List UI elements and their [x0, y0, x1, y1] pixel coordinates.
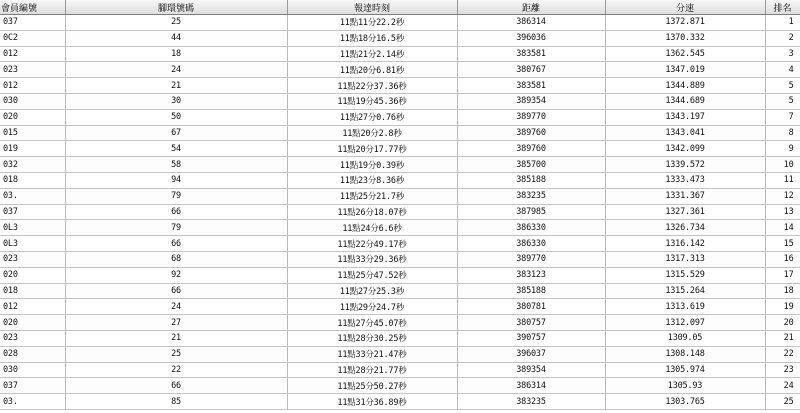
arrival-time-cell: 11點33分21.47秒	[287, 346, 457, 362]
speed-cell: 1317.313	[605, 251, 765, 267]
rank-cell: 5	[765, 93, 800, 109]
distance-cell: 389354	[457, 93, 605, 109]
member-id-cell: 020	[0, 315, 65, 331]
distance-cell: 385188	[457, 283, 605, 299]
distance-cell: 386330	[457, 236, 605, 252]
ring-number-cell: 54	[65, 141, 287, 157]
arrival-time-cell: 11點24分6.6秒	[287, 220, 457, 236]
rank-cell: 1	[765, 15, 800, 31]
rank-cell: 19	[765, 299, 800, 315]
member-id-cell: 03.	[0, 394, 65, 410]
rank-cell: 5	[765, 78, 800, 94]
ring-number-cell: 66	[65, 204, 287, 220]
ring-number-cell: 58	[65, 157, 287, 173]
table-row[interactable]	[0, 78, 800, 94]
speed-cell: 1347.019	[605, 62, 765, 78]
speed-cell: 1303.765	[605, 394, 765, 410]
rank-cell: 22	[765, 346, 800, 362]
member-id-cell: 015	[0, 125, 65, 141]
rank-cell: 20	[765, 315, 800, 331]
ring-number-cell: 50	[65, 109, 287, 125]
arrival-time-cell: 11點19分45.36秒	[287, 93, 457, 109]
table-row[interactable]	[0, 62, 800, 78]
member-id-cell: 012	[0, 78, 65, 94]
table-row[interactable]	[0, 362, 800, 378]
rank-cell: 21	[765, 330, 800, 346]
arrival-time-cell: 11點19分0.39秒	[287, 157, 457, 173]
speed-cell: 1344.889	[605, 78, 765, 94]
arrival-time-cell: 11點27分0.76秒	[287, 109, 457, 125]
arrival-time-cell: 11點26分18.07秒	[287, 204, 457, 220]
arrival-time-cell: 11點29分24.7秒	[287, 299, 457, 315]
distance-cell: 389770	[457, 251, 605, 267]
member-id-cell: 020	[0, 109, 65, 125]
distance-cell: 380767	[457, 62, 605, 78]
ring-number-cell: 22	[65, 362, 287, 378]
member-id-cell: 019	[0, 141, 65, 157]
ring-number-cell: 21	[65, 330, 287, 346]
table-row[interactable]	[0, 15, 800, 31]
member-id-cell: 037	[0, 378, 65, 394]
table-row[interactable]	[0, 283, 800, 299]
arrival-time-cell: 11點25分50.27秒	[287, 378, 457, 394]
speed-cell: 1312.097	[605, 315, 765, 331]
rank-cell: 18	[765, 283, 800, 299]
speed-cell: 1331.367	[605, 188, 765, 204]
arrival-time-cell: 11點33分29.36秒	[287, 251, 457, 267]
arrival-time-cell: 11點22分37.36秒	[287, 78, 457, 94]
table-row[interactable]	[0, 236, 800, 252]
member-id-cell: 030	[0, 93, 65, 109]
rank-cell: 25	[765, 394, 800, 410]
table-row[interactable]	[0, 330, 800, 346]
member-id-cell: 023	[0, 330, 65, 346]
arrival-time-cell: 11點18分16.5秒	[287, 30, 457, 46]
ring-number-cell: 25	[65, 15, 287, 31]
arrival-time-cell: 11點28分21.77秒	[287, 362, 457, 378]
table-row[interactable]	[0, 46, 800, 62]
ring-number-cell: 66	[65, 236, 287, 252]
rank-cell: 12	[765, 188, 800, 204]
distance-cell: 386314	[457, 378, 605, 394]
speed-cell: 1305.974	[605, 362, 765, 378]
speed-cell: 1372.871	[605, 15, 765, 31]
table-row[interactable]	[0, 251, 800, 267]
member-id-cell: 0L3	[0, 236, 65, 252]
speed-cell: 1342.099	[605, 141, 765, 157]
ring-number-cell: 79	[65, 220, 287, 236]
table-row[interactable]	[0, 267, 800, 283]
distance-cell: 383581	[457, 46, 605, 62]
table-row[interactable]	[0, 378, 800, 394]
column-header-arrival-time[interactable]: 報達時刻	[287, 0, 457, 15]
member-id-cell: 020	[0, 267, 65, 283]
ring-number-cell: 92	[65, 267, 287, 283]
ring-number-cell: 18	[65, 46, 287, 62]
distance-cell: 380757	[457, 315, 605, 331]
distance-cell: 380781	[457, 299, 605, 315]
distance-cell: 385188	[457, 172, 605, 188]
rank-cell: 17	[765, 267, 800, 283]
distance-cell: 383581	[457, 78, 605, 94]
rank-cell: 2	[765, 30, 800, 46]
table-row[interactable]	[0, 109, 800, 125]
table-row[interactable]	[0, 346, 800, 362]
speed-cell: 1344.689	[605, 93, 765, 109]
rank-cell: 14	[765, 220, 800, 236]
distance-cell: 389760	[457, 125, 605, 141]
speed-cell: 1309.05	[605, 330, 765, 346]
arrival-time-cell: 11點22分49.17秒	[287, 236, 457, 252]
arrival-time-cell: 11點28分30.25秒	[287, 330, 457, 346]
arrival-time-cell: 11點23分8.36秒	[287, 172, 457, 188]
member-id-cell: 023	[0, 62, 65, 78]
arrival-time-cell: 11點27分45.07秒	[287, 315, 457, 331]
speed-cell: 1333.473	[605, 172, 765, 188]
arrival-time-cell: 11點25分21.7秒	[287, 188, 457, 204]
distance-cell: 385700	[457, 157, 605, 173]
ring-number-cell: 67	[65, 125, 287, 141]
rank-cell: 16	[765, 251, 800, 267]
speed-cell: 1362.545	[605, 46, 765, 62]
speed-cell: 1370.332	[605, 30, 765, 46]
rank-cell: 24	[765, 378, 800, 394]
member-id-cell: 0L3	[0, 220, 65, 236]
arrival-time-cell: 11點20分6.81秒	[287, 62, 457, 78]
distance-cell: 396036	[457, 30, 605, 46]
speed-cell: 1343.041	[605, 125, 765, 141]
member-id-cell: 012	[0, 46, 65, 62]
speed-cell: 1315.529	[605, 267, 765, 283]
ring-number-cell: 85	[65, 394, 287, 410]
member-id-cell: 032	[0, 157, 65, 173]
rank-cell: 9	[765, 141, 800, 157]
speed-cell: 1316.142	[605, 236, 765, 252]
column-header-rank[interactable]: 排名	[765, 0, 800, 15]
distance-cell: 383235	[457, 394, 605, 410]
member-id-cell: 018	[0, 172, 65, 188]
member-id-cell: 012	[0, 299, 65, 315]
ring-number-cell: 94	[65, 172, 287, 188]
column-header-distance[interactable]: 距離	[457, 0, 605, 15]
rank-cell: 8	[765, 125, 800, 141]
table-row[interactable]	[0, 220, 800, 236]
ring-number-cell: 66	[65, 283, 287, 299]
speed-cell: 1343.197	[605, 109, 765, 125]
ring-number-cell: 27	[65, 315, 287, 331]
table-row[interactable]	[0, 172, 800, 188]
rank-cell: 11	[765, 172, 800, 188]
ring-number-cell: 79	[65, 188, 287, 204]
speed-cell: 1305.93	[605, 378, 765, 394]
table-row[interactable]	[0, 394, 800, 410]
table-row[interactable]	[0, 188, 800, 204]
speed-cell: 1327.361	[605, 204, 765, 220]
table-row[interactable]	[0, 204, 800, 220]
distance-cell: 386314	[457, 15, 605, 31]
rank-cell: 3	[765, 46, 800, 62]
rank-cell: 10	[765, 157, 800, 173]
table-row[interactable]	[0, 141, 800, 157]
rank-cell: 13	[765, 204, 800, 220]
rank-cell: 7	[765, 109, 800, 125]
column-header-member-id[interactable]: 會員編號	[0, 0, 65, 15]
rank-cell: 4	[765, 62, 800, 78]
column-header-speed[interactable]: 分速	[605, 0, 765, 15]
member-id-cell: 018	[0, 283, 65, 299]
table-row[interactable]	[0, 299, 800, 315]
ring-number-cell: 68	[65, 251, 287, 267]
column-header-ring-number[interactable]: 腳環號碼	[65, 0, 287, 15]
table-row[interactable]	[0, 30, 800, 46]
member-id-cell: 037	[0, 204, 65, 220]
distance-cell: 396037	[457, 346, 605, 362]
arrival-time-cell: 11點20分2.8秒	[287, 125, 457, 141]
distance-cell: 383235	[457, 188, 605, 204]
member-id-cell: 0C2	[0, 30, 65, 46]
arrival-time-cell: 11點20分17.77秒	[287, 141, 457, 157]
ring-number-cell: 25	[65, 346, 287, 362]
ring-number-cell: 24	[65, 62, 287, 78]
member-id-cell: 023	[0, 251, 65, 267]
speed-cell: 1315.264	[605, 283, 765, 299]
ring-number-cell: 21	[65, 78, 287, 94]
arrival-time-cell: 11點21分2.14秒	[287, 46, 457, 62]
speed-cell: 1308.148	[605, 346, 765, 362]
distance-cell: 390757	[457, 330, 605, 346]
ring-number-cell: 66	[65, 378, 287, 394]
ring-number-cell: 44	[65, 30, 287, 46]
distance-cell: 389770	[457, 109, 605, 125]
speed-cell: 1326.734	[605, 220, 765, 236]
rank-cell: 23	[765, 362, 800, 378]
arrival-time-cell: 11點11分22.2秒	[287, 15, 457, 31]
rank-cell: 15	[765, 236, 800, 252]
header-row	[0, 0, 800, 15]
member-id-cell: 028	[0, 346, 65, 362]
arrival-time-cell: 11點27分25.3秒	[287, 283, 457, 299]
ring-number-cell: 30	[65, 93, 287, 109]
member-id-cell: 030	[0, 362, 65, 378]
distance-cell: 387985	[457, 204, 605, 220]
member-id-cell: 03.	[0, 188, 65, 204]
ring-number-cell: 24	[65, 299, 287, 315]
arrival-time-cell: 11點25分47.52秒	[287, 267, 457, 283]
table-row[interactable]	[0, 315, 800, 331]
distance-cell: 383123	[457, 267, 605, 283]
table-row[interactable]	[0, 93, 800, 109]
distance-cell: 386330	[457, 220, 605, 236]
speed-cell: 1339.572	[605, 157, 765, 173]
table-row[interactable]	[0, 125, 800, 141]
table-row[interactable]	[0, 157, 800, 173]
arrival-time-cell: 11點31分36.89秒	[287, 394, 457, 410]
member-id-cell: 037	[0, 15, 65, 31]
speed-cell: 1313.619	[605, 299, 765, 315]
distance-cell: 389760	[457, 141, 605, 157]
distance-cell: 389354	[457, 362, 605, 378]
